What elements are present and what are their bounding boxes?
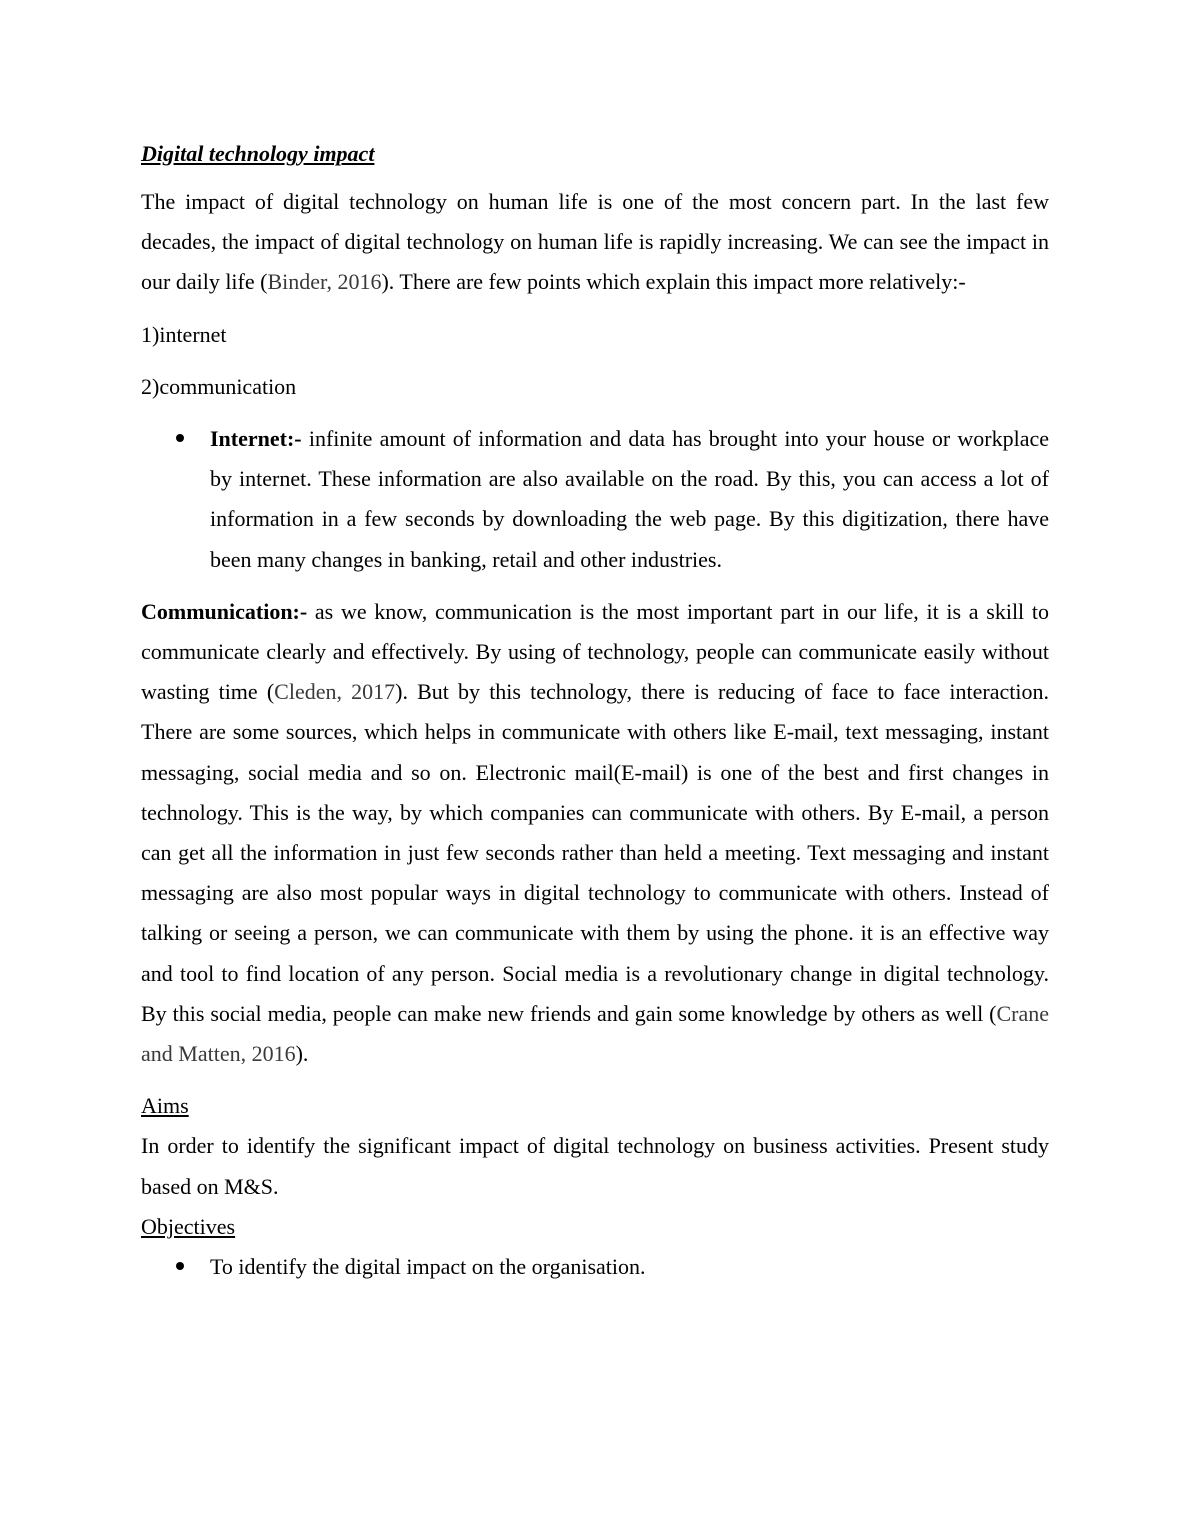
communication-text-1: as we know, communication is the most important part in our life, it is a skill to communicate clearly and effectively. By using of technology, people can communicate easily without wasting time (: [141, 598, 1049, 705]
intro-text-2: ). There are few points which explain this impact more relatively:-: [381, 269, 966, 295]
objective-item: [141, 1247, 1049, 1287]
objectives-heading: Objectives: [141, 1213, 236, 1239]
intro-text-1: The impact of digital technology on human life is one of the most concern part. In the last few decades, the impact of digital technology on human life is rapidly increasing. We can see the impact in our daily life (: [141, 189, 1049, 295]
aims-heading: Aims: [141, 1093, 189, 1119]
internet-label: Internet:-: [210, 426, 302, 452]
communication-citation-1: Cleden, 2017: [274, 679, 396, 705]
internet-bullet: [141, 419, 1049, 580]
communication-paragraph: [141, 592, 1049, 1074]
bullet-icon: [176, 434, 184, 442]
document-page: [141, 138, 1049, 1287]
intro-citation: Binder, 2016: [267, 269, 382, 295]
communication-citation-2: Crane and Matten, 2016: [141, 1000, 1049, 1067]
numbered-item-1: 1)internet: [141, 321, 227, 347]
communication-text-2: ). But by this technology, there is reducing of face to face interaction. There are some sources, which helps in communicate with others like E-mail, text messaging, instant messaging, social media and so on. Electronic mail(E-mail) is one of the best and first changes in technology. This is the way, by which companies can communicate with others. By E-mail, a person can get all the information in just few seconds rather than held a meeting. Text messaging and instant messaging are also most popular ways in digital technology to communicate with others. Instead of talking or seeing a person, we can communicate with them by using the phone. it is an effective way and tool to find location of any person. Social media is a revolutionary change in digital technology. By this social media, people can make new friends and gain some knowledge by others as well (: [141, 679, 1049, 1026]
communication-label: Communication:-: [141, 598, 308, 624]
internet-text: infinite amount of information and data has brought into your house or workplace by internet. These information are also available on the road. By this, you can access a lot of information in a few seconds by downloading the web page. By this digitization, there have been many changes in banking, retail and other industries.: [210, 426, 1049, 572]
aims-text: In order to identify the significant impact of digital technology on business activities. Present study based on M&S.: [141, 1133, 1049, 1199]
intro-paragraph: [141, 182, 1049, 303]
numbered-item-2: 2)communication: [141, 373, 297, 399]
objective-text: To identify the digital impact on the organisation.: [210, 1254, 646, 1280]
communication-text-3: ).: [295, 1041, 309, 1067]
document-title: Digital technology impact: [141, 141, 375, 166]
bullet-icon: [176, 1262, 184, 1270]
